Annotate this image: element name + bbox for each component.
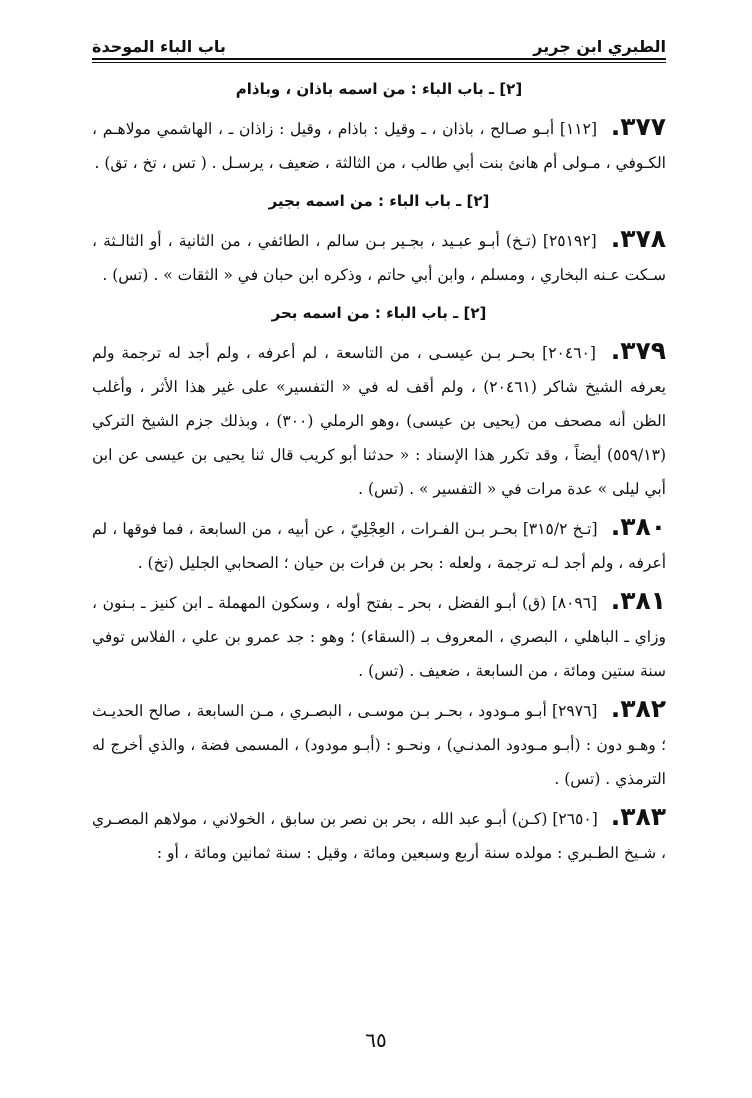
entry-text: [٢٥١٩٢] (تـخ) أبـو عبـيد ، بجـير بـن سالم ، الطائفي ، من الثانية ، أو الثالـثة ، سـكت عـنه البخاري ، ومسلم ، وابن أبي حاتم ، وذكره ابن حبان في « الثقات » . (تس) .: [92, 232, 666, 284]
entry-text: [٢٠٤٦٠] بحـر بـن عيسـى ، من التاسعة ، لم أعرفه ، ولم أجد له ترجمة ولم يعرفه الشيخ شاكر (٢٠٤٦١) ، ولم أقف له في « التفسير» على غير هذا الأثر ، وأغلب الظن أنه مصحف من (يحيى بن عيسى) ،وهو الرملي (٣٠٠) ، وبذلك جزم الشيخ التركي (٥٥٩/١٣) أيضاً ، وقد تكرر هذا الإسناد : « حدثنا أبو كريب قال ثنا يحيى بن عيسى عن ابن أبي ليلى » عدة مرات في « التفسير » . (تس) .: [92, 344, 666, 498]
entry-number: ٣٨٠.: [610, 512, 666, 541]
entry-text: [٢٦٥٠] (كـن) أبـو عبد الله ، بحر بن نصر بن سابق ، الخولاني ، مولاهم المصـري ، شـيخ الطـبري : مولده سنة أربع وسبعين ومائة ، وقيل : سنة ثمانين ومائة ، أو :: [92, 810, 666, 862]
section-bahr: [92, 296, 666, 870]
entry-381: [92, 584, 666, 688]
section-bujayr: [92, 184, 666, 292]
section-title: [٢] ـ باب الباء : من اسمه بجير: [268, 192, 490, 210]
entry-379: [92, 334, 666, 506]
entry-number: ٣٧٩.: [610, 336, 666, 365]
page-body: [92, 72, 666, 874]
entry-text: [تـخ ٣١٥/٢] بحـر بـن الفـرات ، العِجْلِيّ ، عن أبيه ، من السابعة ، فما فوقها ، لم أعرفه ، ولم أجد لـه ترجمة ، ولعله : بحر بن فرات بن حيان ؛ الصحابي الجليل (تخ) .: [92, 520, 666, 572]
section-title: [٢] ـ باب الباء : من اسمه بحر: [271, 304, 487, 322]
header-rule-thin: [92, 62, 666, 63]
header-rule: [92, 58, 666, 60]
entry-number: ٣٨٣.: [610, 802, 666, 831]
section-title: [٢] ـ باب الباء : من اسمه باذان ، وباذام: [235, 80, 523, 98]
book-title: الطبري ابن جرير: [533, 37, 666, 56]
entry-number: ٣٧٨.: [610, 224, 666, 253]
chapter-title: باب الباء الموحدة: [92, 37, 226, 56]
entry-380: [92, 510, 666, 580]
entry-382: [92, 692, 666, 796]
entry-text: [٢٩٧٦] أبـو مـودود ، بحـر بـن موسـى ، البصـري ، مـن السابعة ، صالح الحديـث ؛ وهـو دون : (أبـو مـودود المدنـي) ، ونحـو : (أبـو مودود) ، المسمى فضة ، والذي أخرج له الترمذي . (تس) .: [92, 702, 666, 788]
entry-377: [92, 110, 666, 180]
entry-383: [92, 800, 666, 870]
entry-378: [92, 222, 666, 292]
entry-number: ٣٨١.: [610, 586, 666, 615]
entry-number: ٣٨٢.: [610, 694, 666, 723]
entry-text: [٨٠٩٦] (ق) أبـو الفضل ، بحر ـ بفتح أوله ، وسكون المهملة ـ ابن كنيز ـ بـنون ، وزاي ـ الباهلي ، البصري ، المعروف بـ (السقاء) ؛ وهو : جد عمرو بن علي ، الفلاس توفي سنة ستين ومائة ، من السابعة ، ضعيف . (تس) .: [92, 594, 666, 680]
entry-number: ٣٧٧.: [610, 112, 666, 141]
page-number: ٦٥: [365, 1028, 387, 1052]
running-header: [92, 26, 666, 56]
entry-text: [١١٢] أبـو صـالح ، باذان ، ـ وقيل : باذام ، وقيل : زاذان ـ ، الهاشمي مولاهـم ، الكـوفي ، مـولى أم هانئ بنت أبي طالب ، من الثالثة ، ضعيف ، يرسـل . ( تس ، تخ ، تق) .: [92, 120, 666, 172]
section-badhan: [92, 72, 666, 180]
